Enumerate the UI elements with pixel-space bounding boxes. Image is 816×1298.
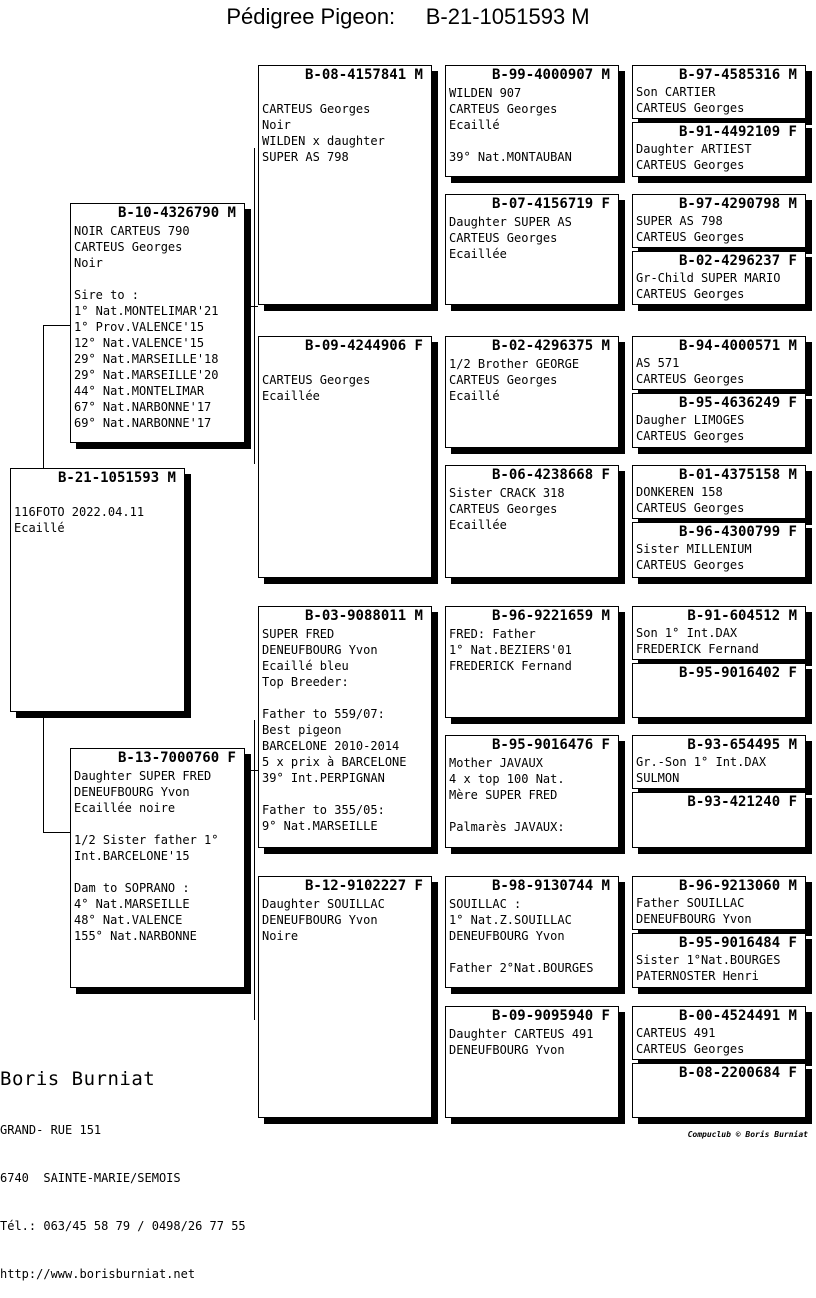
ring-number: B-13-7000760 F: [117, 750, 236, 766]
ring-number: B-21-1051593 M: [57, 470, 176, 486]
page-title: [0, 4, 816, 30]
breeder-phone: Tél.: 063/45 58 79 / 0498/26 77 55: [0, 1219, 246, 1233]
pigeon-details: Father SOUILLAC DENEUFBOURG Yvon: [636, 896, 752, 926]
title-label: Pédigree Pigeon:: [226, 4, 396, 29]
ring-number: B-00-4524491 M: [678, 1008, 797, 1024]
pigeon-card-g6[interactable]: [632, 393, 806, 448]
title-ring: B-21-1051593 M: [425, 4, 590, 29]
pigeon-details: CARTEUS 491 CARTEUS Georges: [636, 1026, 745, 1056]
ring-number: B-97-4585316 M: [678, 67, 797, 83]
connector-line: [43, 325, 70, 326]
pigeon-card-sire-sire[interactable]: [258, 65, 432, 305]
ring-number: B-96-9213060 M: [678, 878, 797, 894]
ring-number: B-08-4157841 M: [304, 67, 423, 83]
pigeon-card-g15[interactable]: [632, 1006, 806, 1060]
pigeon-details: Sister MILLENIUM CARTEUS Georges: [636, 542, 752, 572]
pigeon-card-g8[interactable]: [632, 522, 806, 578]
ring-number: B-94-4000571 M: [678, 338, 797, 354]
ring-number: B-99-4000907 M: [491, 67, 610, 83]
ring-number: B-03-9088011 M: [304, 608, 423, 624]
pigeon-details: Sister 1°Nat.BOURGES PATERNOSTER Henri: [636, 953, 781, 983]
connector-line: [43, 712, 44, 832]
pigeon-details: SUPER AS 798 CARTEUS Georges: [636, 214, 745, 244]
breeder-name: Boris Burniat: [0, 1068, 156, 1090]
pigeon-card-sdd[interactable]: [445, 465, 619, 578]
pigeon-card-ssd[interactable]: [445, 194, 619, 305]
pigeon-card-g14[interactable]: [632, 933, 806, 988]
breeder-street: GRAND- RUE 151: [0, 1123, 102, 1137]
pigeon-details: [633, 1081, 805, 1082]
pigeon-details: Sister CRACK 318 CARTEUS Georges Ecaillée: [449, 486, 565, 532]
pigeon-details: 1/2 Brother GEORGE CARTEUS Georges Ecaillé: [449, 357, 580, 403]
pigeon-details: SUPER FRED DENEUFBOURG Yvon Ecaillé bleu Top Breeder: Father to 559/07: Best pigeon BARCELONE 2010-2014 5 x prix à BARCELONE 39° Int.PERPIGNAN Father to 355/05: 9° Nat.MARSEILLE: [262, 627, 407, 833]
ring-number: B-10-4326790 M: [117, 205, 236, 221]
connector-line: [248, 770, 258, 771]
pigeon-details: 116FOTO 2022.04.11 Ecaillé: [14, 505, 145, 535]
pigeon-details: Son CARTIER CARTEUS Georges: [636, 85, 745, 115]
pigeon-card-g7[interactable]: [632, 465, 806, 519]
pigeon-card-sss[interactable]: [445, 65, 619, 177]
pigeon-card-g5[interactable]: [632, 336, 806, 390]
connector-line: [43, 832, 70, 833]
ring-number: B-93-654495 M: [687, 737, 797, 753]
ring-number: B-97-4290798 M: [678, 196, 797, 212]
ring-number: B-96-4300799 F: [678, 524, 797, 540]
connector-line: [254, 148, 255, 464]
pigeon-card-sire[interactable]: [70, 203, 245, 443]
pigeon-details: Daughter SUPER AS CARTEUS Georges Ecaillée: [449, 215, 572, 261]
ring-number: B-09-4244906 F: [304, 338, 423, 354]
ring-number: B-91-4492109 F: [678, 124, 797, 140]
ring-number: B-95-4636249 F: [678, 395, 797, 411]
pigeon-card-subject[interactable]: [10, 468, 185, 712]
pigeon-details: NOIR CARTEUS 790 CARTEUS Georges Noir Sire to : 1° Nat.MONTELIMAR'21 1° Prov.VALENCE'15 12° Nat.VALENCE'15 29° Nat.MARSEILLE'18 29° Nat.MARSEILLE'20 44° Nat.MONTELIMAR 67° Nat.NARBONNE'17 69° Nat.NARBONNE'17: [74, 224, 219, 430]
ring-number: B-07-4156719 F: [491, 196, 610, 212]
pigeon-details: CARTEUS Georges Noir WILDEN x daughter SUPER AS 798: [262, 102, 385, 164]
pigeon-card-dss[interactable]: [445, 606, 619, 718]
pigeon-card-g16[interactable]: [632, 1063, 806, 1118]
connector-line: [254, 720, 255, 1020]
pigeon-details: Son 1° Int.DAX FREDERICK Fernand: [636, 626, 759, 656]
pigeon-card-g13[interactable]: [632, 876, 806, 930]
pigeon-details: Mother JAVAUX 4 x top 100 Nat. Mère SUPER FRED Palmarès JAVAUX:: [449, 756, 565, 834]
pigeon-details: Daugher LIMOGES CARTEUS Georges: [636, 413, 745, 443]
pigeon-details: [633, 810, 805, 811]
ring-number: B-95-9016484 F: [678, 935, 797, 951]
pigeon-details: Gr-Child SUPER MARIO CARTEUS Georges: [636, 271, 781, 301]
pigeon-card-dam[interactable]: [70, 748, 245, 988]
breeder-city: 6740 SAINTE-MARIE/SEMOIS: [0, 1171, 181, 1185]
pigeon-card-g12[interactable]: [632, 792, 806, 848]
pigeon-card-g1[interactable]: [632, 65, 806, 119]
ring-number: B-95-9016402 F: [678, 665, 797, 681]
ring-number: B-98-9130744 M: [491, 878, 610, 894]
pigeon-card-ddd[interactable]: [445, 1006, 619, 1118]
pigeon-card-g11[interactable]: [632, 735, 806, 789]
ring-number: B-93-421240 F: [687, 794, 797, 810]
pigeon-card-g2[interactable]: [632, 122, 806, 177]
pigeon-details: Daughter ARTIEST CARTEUS Georges: [636, 142, 752, 172]
ring-number: B-96-9221659 M: [491, 608, 610, 624]
pigeon-details: Daughter CARTEUS 491 DENEUFBOURG Yvon: [449, 1027, 594, 1057]
credit-text: Compuclub © Boris Burniat: [687, 1130, 808, 1139]
pigeon-card-dsd[interactable]: [445, 735, 619, 848]
pigeon-details: Daughter SOUILLAC DENEUFBOURG Yvon Noire: [262, 897, 385, 943]
pigeon-card-sire-dam[interactable]: [258, 336, 432, 578]
ring-number: B-02-4296375 M: [491, 338, 610, 354]
ring-number: B-95-9016476 F: [491, 737, 610, 753]
pigeon-details: FRED: Father 1° Nat.BEZIERS'01 FREDERICK Fernand: [449, 627, 572, 673]
breeder-website[interactable]: http://www.borisburniat.net: [0, 1267, 196, 1281]
pigeon-details: Gr.-Son 1° Int.DAX SULMON: [636, 755, 767, 785]
pigeon-card-dds[interactable]: [445, 876, 619, 988]
pigeon-details: Daughter SUPER FRED DENEUFBOURG Yvon Ecaillée noire 1/2 Sister father 1° Int.BARCELONE'15 Dam to SOPRANO : 4° Nat.MARSEILLE 48° Nat.VALENCE 155° Nat.NARBONNE: [74, 769, 219, 943]
ring-number: B-09-9095940 F: [491, 1008, 610, 1024]
connector-line: [43, 325, 44, 468]
pigeon-details: DONKEREN 158 CARTEUS Georges: [636, 485, 745, 515]
pigeon-card-dam-dam[interactable]: [258, 876, 432, 1118]
breeder-address: [0, 1036, 246, 1298]
pigeon-card-g4[interactable]: [632, 251, 806, 305]
ring-number: B-12-9102227 F: [304, 878, 423, 894]
pigeon-details: AS 571 CARTEUS Georges: [636, 356, 745, 386]
pigeon-card-dam-sire[interactable]: [258, 606, 432, 848]
ring-number: B-01-4375158 M: [678, 467, 797, 483]
ring-number: B-08-2200684 F: [678, 1065, 797, 1081]
connector-line: [248, 306, 258, 307]
pigeon-details: WILDEN 907 CARTEUS Georges Ecaillé 39° Nat.MONTAUBAN: [449, 86, 572, 164]
pigeon-card-sds[interactable]: [445, 336, 619, 448]
ring-number: B-06-4238668 F: [491, 467, 610, 483]
pigeon-card-g10[interactable]: [632, 663, 806, 718]
ring-number: B-02-4296237 F: [678, 253, 797, 269]
pigeon-card-g3[interactable]: [632, 194, 806, 248]
pigeon-details: CARTEUS Georges Ecaillée: [262, 373, 371, 403]
pigeon-card-g9[interactable]: [632, 606, 806, 660]
pigeon-details: [633, 681, 805, 682]
ring-number: B-91-604512 M: [687, 608, 797, 624]
pigeon-details: SOUILLAC : 1° Nat.Z.SOUILLAC DENEUFBOURG Yvon Father 2°Nat.BOURGES: [449, 897, 594, 975]
